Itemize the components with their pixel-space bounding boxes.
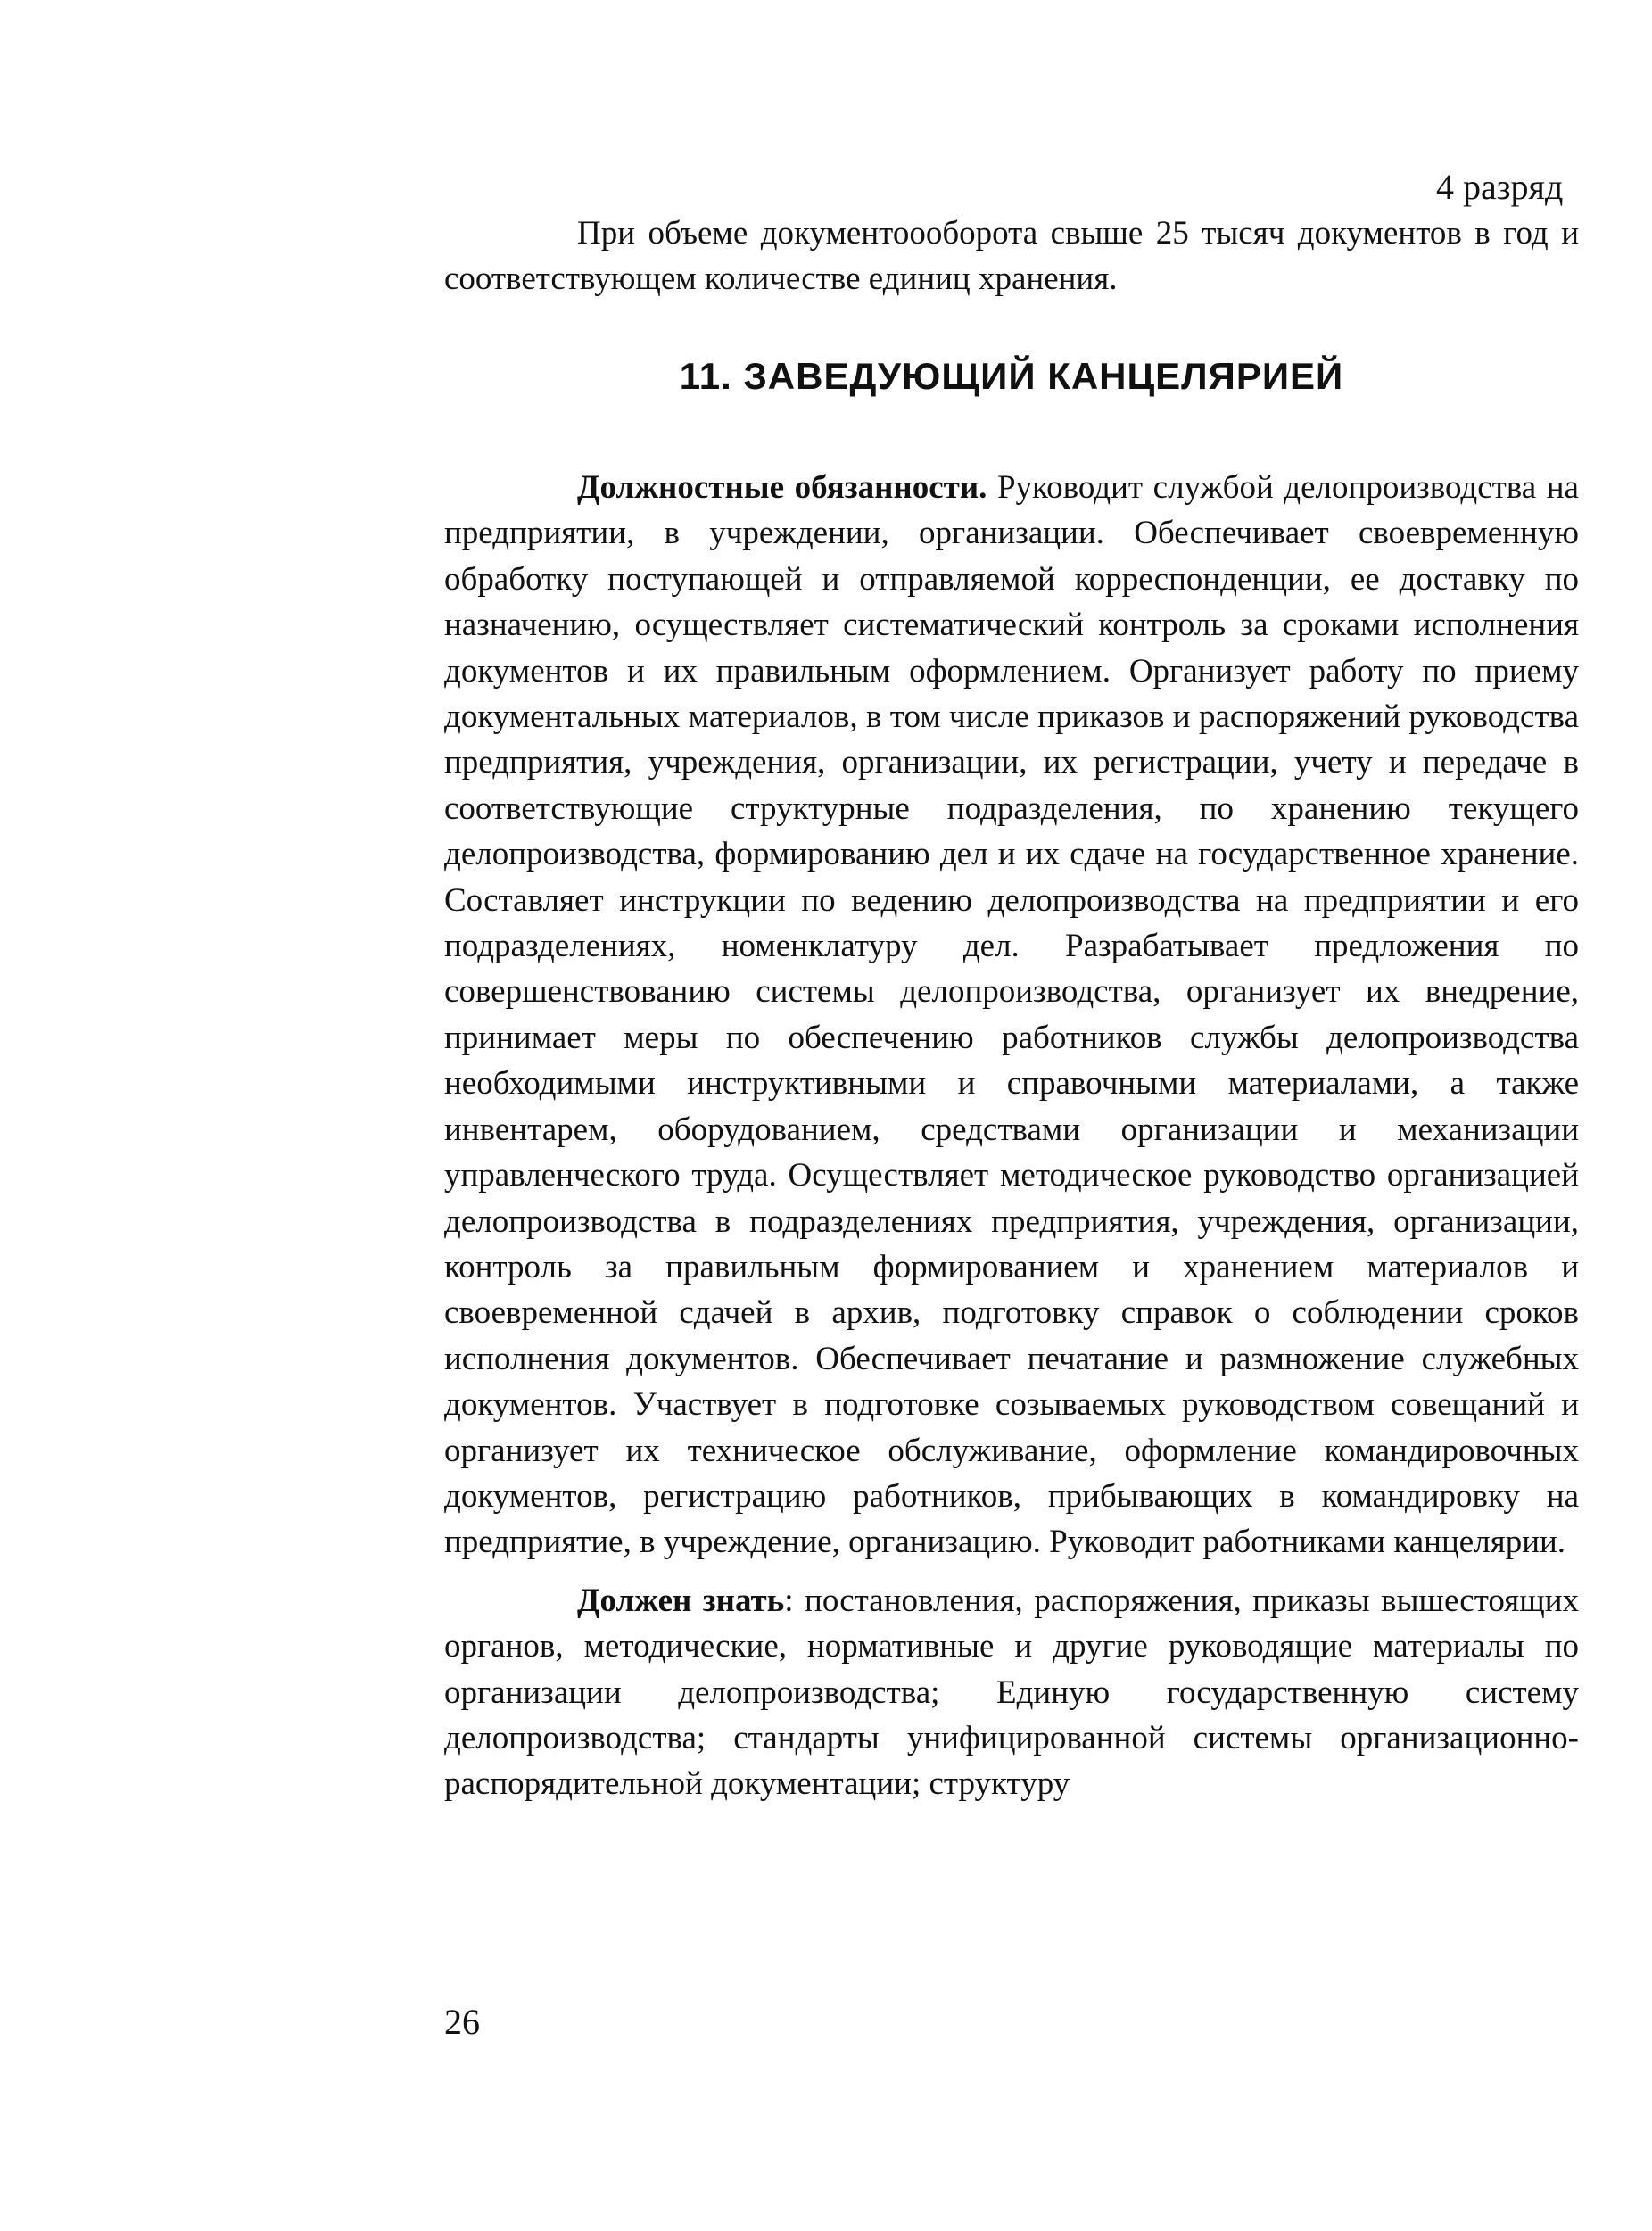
knowledge-paragraph: [444, 1578, 1579, 1807]
section-title: 11. ЗАВЕДУЮЩИЙ КАНЦЕЛЯРИЕЙ: [679, 355, 1344, 397]
duties-text: Руководит службой делопроизводства на предприятии, в учреждении, организации. Обеспечивает своевременную обработку поступающей и отправляемой корреспонденции, ее доставку по назначению, осуществляет систематический контроль за сроками исполнения документов и их правильным оформлением. Организует работу по приему документальных материалов, в том числе приказов и распоряжений руководства предприятия, учреждения, организации, их регистрации, учету и передаче в соответствующие структурные подразделения, по хранению текущего делопроизводства, формированию дел и их сдаче на государственное хранение. Составляет инструкции по ведению делопроизводства на предприятии и его подразделениях, номенклатуру дел. Разрабатывает предложения по совершенствованию системы делопроизводства, организует их внедрение, принимает меры по обеспечению работников службы делопроизводства необходимыми инструктивными и справочными материалами, а также инвентарем, оборудованием, средствами организации и механизации управленческого труда. Осуществляет методическое руководство организацией делопроизводства в подразделениях предприятия, учреждения, организации, контроль за правильным формированием и хранением материалов и своевременной сдачей в архив, подготовку справок о соблюдении сроков исполнения документов. Обеспечивает печатание и размножение служебных документов. Участвует в подготовке созываемых руководством совещаний и организует их техническое обслуживание, оформление командировочных документов, регистрацию работников, прибывающих в командировку на предприятие, в учреждение, организацию. Руководит работниками канцелярии.: [444, 469, 1579, 1561]
page-number: 26: [444, 2002, 480, 2042]
knowledge-text: : постановления, распоряжения, приказы вышестоящих органов, методические, нормативные и другие руководящие материалы по организации делопроизводства; Единую государственную систему делопроизводства; стандарты унифицированной системы организационно-распорядительной документации; структуру: [444, 1582, 1579, 1803]
intro-paragraph: При объеме документоооборота свыше 25 тысяч документов в год и соответствующем количестве единиц хранения.: [444, 215, 1579, 298]
knowledge-heading: Должен знать: [577, 1582, 785, 1619]
section-body: [444, 465, 1579, 1807]
duties-heading: Должностные обязанности.: [577, 469, 987, 506]
intro-block: [444, 211, 1579, 302]
duties-paragraph: [444, 465, 1579, 1566]
grade-header: 4 разряд: [1436, 167, 1564, 207]
